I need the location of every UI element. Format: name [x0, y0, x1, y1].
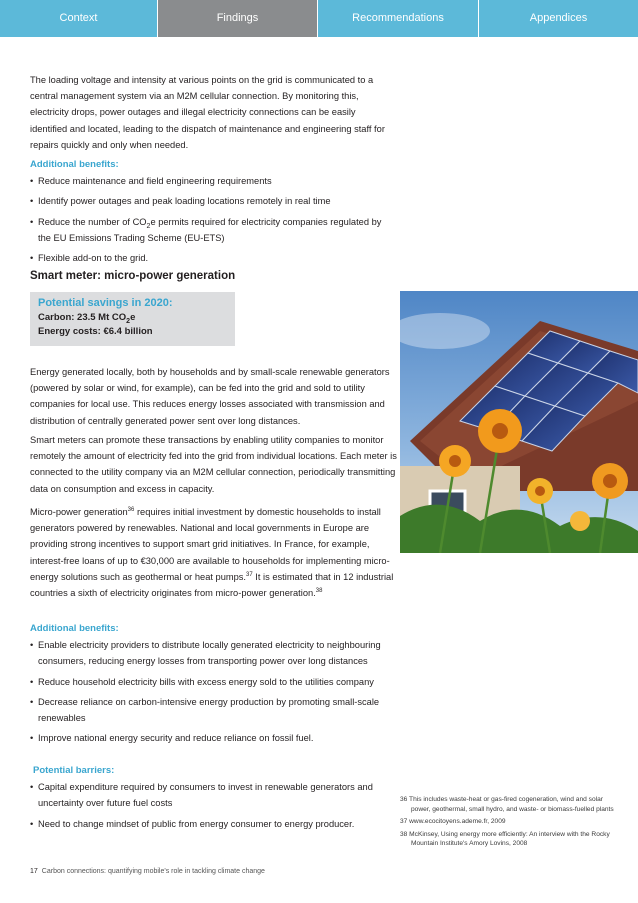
- benefits-list: [30, 637, 388, 746]
- page-number: 17: [30, 868, 38, 875]
- list-item: • Reduce maintenance and field engineering requirements: [30, 173, 388, 189]
- benefits-heading: Additional benefits:: [30, 623, 119, 634]
- list-item: • Flexible add-on to the grid.: [30, 250, 388, 266]
- barriers-list: [30, 779, 388, 832]
- footnote: 38 McKinsey, Using energy more efficiently: An interview with the Rocky Mountain Institute's Amory Lovins, 2008: [400, 830, 610, 848]
- benefits-list: [30, 173, 388, 266]
- tab-recommendations[interactable]: Recommendations: [318, 0, 479, 37]
- tab-context[interactable]: Context: [0, 0, 158, 37]
- footnotes: [400, 795, 620, 852]
- footnote: 37 www.ecocitoyens.ademe.fr, 2009: [400, 818, 506, 826]
- list-item: • Enable electricity providers to distribute locally generated electricity to neighbouring consumers, reducing energy losses from transporting power over long distances: [30, 637, 388, 669]
- section-title: Smart meter: micro-power generation: [30, 270, 236, 282]
- barriers-heading: Potential barriers:: [33, 765, 115, 776]
- body-paragraph: Energy generated locally, both by households and by small-scale renewable generators (powered by solar or wind, for example), can be fed into the grid and sold to utility companies for local use. This reduces energy losses associated with transmission and distribution of centrally generated power sent over long distances.: [30, 367, 390, 426]
- list-item: • Need to change mindset of public from energy consumer to energy producer.: [30, 816, 388, 832]
- benefits-block-1: [30, 157, 388, 270]
- list-item: • Reduce the number of $CO_2e$ permits required for electricity companies regulated by the EU Emissions Trading Scheme (EU-ETS): [30, 214, 388, 246]
- savings-box: [30, 292, 235, 346]
- body-paragraph: Smart meters can promote these transactions by enabling utility companies to monitor remotely the amount of electricity fed into the grid from individual locations. Each meter is connected to the utility company via an M2M cellular connection, periodically transmitting data on consumption and excess in capacity.: [30, 435, 397, 494]
- section-nav: [0, 0, 638, 37]
- body-paragraph: Micro-power generation$^{36}$ requires initial investment by domestic households to install generators powered by renewables. National and local governments in Europe are providing strong incentives to support smart grid initiatives. In France, for example, interest-free loans of up to €30,000 are available to households for implementing micro-energy solutions such as geothermal or heat pumps.$^{37}$ It is estimated that in 12 industrial countries a sixth of electricity originates from micro-power generation.$^{38}$: [30, 506, 394, 599]
- benefits-heading: Additional benefits:: [30, 159, 119, 170]
- list-item: • Capital expenditure required by consumers to invest in renewable generators and uncertainty over future fuel costs: [30, 779, 388, 811]
- list-item: • Reduce household electricity bills with excess energy sold to the utilities company: [30, 674, 388, 690]
- savings-title: Potential savings in 2020:: [38, 297, 173, 309]
- footnote: 36 This includes waste-heat or gas-fired cogeneration, wind and solar power, geothermal, small hydro, and waste- or biomass-fuelled plants: [400, 796, 614, 813]
- solar-roof-photo: [400, 291, 638, 553]
- tab-findings[interactable]: Findings: [158, 0, 318, 37]
- intro-paragraph: The loading voltage and intensity at various points on the grid is communicated to a central management system via an M2M cellular connection. By monitoring this, electricity drops, power outages and illegal electricity connections can be easily identified and located, leading to the dispatch of maintenance and engineering staff for repairs quickly and only when needed.: [30, 75, 385, 150]
- tab-appendices[interactable]: Appendices: [479, 0, 638, 37]
- savings-carbon: Carbon: 23.5 Mt $CO_2e$: [38, 312, 136, 325]
- page-footer: [30, 868, 265, 875]
- list-item: • Decrease reliance on carbon-intensive energy production by promoting small-scale renewables: [30, 694, 388, 726]
- list-item: • Improve national energy security and reduce reliance on fossil fuel.: [30, 730, 388, 746]
- savings-energy: Energy costs: €6.4 billion: [38, 326, 153, 337]
- list-item: • Identify power outages and peak loading locations remotely in real time: [30, 193, 388, 209]
- benefits-block-2: [30, 621, 388, 750]
- barriers-block: [30, 763, 388, 836]
- footer-text: Carbon connections: quantifying mobile's role in tackling climate change: [41, 868, 265, 875]
